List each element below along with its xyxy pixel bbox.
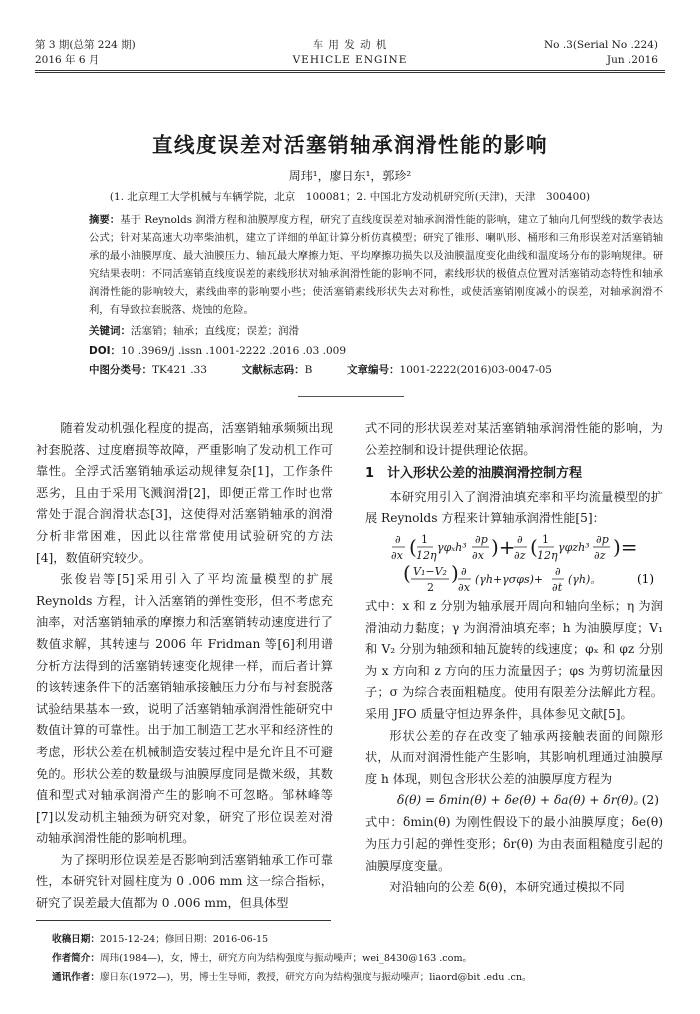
affiliations: (1. 北京理工大学机械与车辆学院，北京 100081；2. 中国北方发动机研究所(天津)，天津 300400) xyxy=(109,191,591,203)
doi xyxy=(89,343,346,358)
equation-2 xyxy=(365,790,663,812)
svg-text:∂: ∂ xyxy=(555,564,561,578)
abstract xyxy=(89,211,663,319)
svg-text:2: 2 xyxy=(427,580,434,594)
svg-text:∂x: ∂x xyxy=(391,548,403,562)
paper-title: 直线度误差对活塞销轴承润滑性能的影响 xyxy=(152,133,548,157)
footnote-author xyxy=(52,951,472,966)
svg-text:∂x: ∂x xyxy=(458,580,470,594)
svg-text:∂z: ∂z xyxy=(514,548,526,562)
footnote-received xyxy=(52,932,268,947)
author-bio-label: 作者简介： xyxy=(52,953,100,964)
thickness-terms-description: 式中：δmin(θ) 为刚性假设下的最小油膜厚度；δe(θ) 为压力引起的弹性变形；δr(θ) 为由表面粗糙度引起的油膜厚度变量。 xyxy=(365,815,663,873)
svg-text:∂z: ∂z xyxy=(594,548,606,562)
clc-value: TK421 .33 xyxy=(152,364,207,376)
equation-2-number: (2) xyxy=(641,793,659,808)
contact-info: 廖日东(1972—)，男，博士生导师，教授，研究方向为结构强度与振动噪声；liaord@bit .edu .cn。 xyxy=(99,972,532,983)
header-rule-double xyxy=(35,72,665,73)
header-rule xyxy=(35,70,665,71)
keywords-text: 活塞销；轴承；直线度；误差；润滑 xyxy=(131,325,299,337)
abstract-text: 基于 Reynolds 润滑方程和油膜厚度方程，研究了直线度误差对轴承润滑性能的影响，建立了轴向几何型线的数学表达公式；针对某高速大功率柴油机，建立了详细的单缸计算分析仿真模型；研究了锥形、喇叭形、桶形和三角形误差对活塞销轴承的最小油膜厚度、最大油膜压力、轴瓦最大摩擦力矩、平均摩擦功损失以及油膜温度变化曲线和温度场分布的影响规律。研究结果表明：不同活塞销直线度误差的素线形状对轴承润滑性能的影响不同，素线形状的极值点位置对活塞销动态特性和轴承润滑性能的影响较大，素线曲率的影响要小些；使活塞销素线形状失去对称性，或使活塞销刚度减小的误差，对轴承润滑不利，有导致拉套脱落、烧蚀的危险。 xyxy=(89,214,663,316)
keywords xyxy=(89,323,299,338)
keywords-label: 关键词： xyxy=(89,325,131,337)
section1-paragraph-3: 形状公差的存在改变了轴承两接触表面的间隙形状，从而对润滑性能产生影响，其影响机理通过油膜厚度 h 体现，则包含形状公差的油膜厚度方程为 xyxy=(365,728,663,786)
svg-text:∂: ∂ xyxy=(461,564,467,578)
svg-text:(: ( xyxy=(409,534,417,559)
svg-text:∂t: ∂t xyxy=(552,580,563,594)
equation-1-number: (1) xyxy=(637,571,654,586)
journal-serial-info xyxy=(544,38,658,68)
article-no-value: 1001-2222(2016)03-0047-05 xyxy=(399,364,552,376)
section-heading-1: 1 计入形状公差的油膜润滑控制方程 xyxy=(365,466,583,482)
author-bio: 周玮(1984—)，女，博士，研究方向为结构强度与振动噪声；wei_8430@163 .com。 xyxy=(99,953,473,964)
svg-text:1: 1 xyxy=(542,532,549,546)
contact-label: 通讯作者： xyxy=(52,972,100,983)
author-list: 周玮¹，廖日东¹，郭珍² xyxy=(288,169,412,183)
doi-label: DOI： xyxy=(89,345,122,357)
intro-continuation: 式不同的形状误差对某活塞销轴承润滑性能的影响，为公差控制和设计提供理论依据。 xyxy=(365,421,663,457)
divider xyxy=(298,396,404,397)
svg-text:12η: 12η xyxy=(537,548,558,562)
svg-text:γφₓh³: γφₓh³ xyxy=(437,540,467,554)
abstract-label: 摘要： xyxy=(89,214,121,226)
svg-text:∂p: ∂p xyxy=(596,532,609,546)
footnote-contact xyxy=(52,970,532,985)
doc-code-label: 文献标志码： xyxy=(241,364,305,376)
section1-paragraph-5: 对沿轴向的公差 δ̂(θ)，本研究通过模拟不同 xyxy=(389,880,625,895)
equation-1 xyxy=(365,530,663,596)
serial-number: No .3(Serial No .224) xyxy=(543,39,658,51)
footnote-rule xyxy=(36,920,331,921)
issue-number: 第 3 期(总第 224 期) xyxy=(35,39,136,51)
svg-text:(γh+γσφs)+: (γh+γσφs)+ xyxy=(475,572,544,586)
svg-text:)+: )+ xyxy=(491,534,516,559)
received-label: 收稿日期： xyxy=(52,934,100,945)
svg-text:γφzh³: γφzh³ xyxy=(558,540,590,554)
journal-name-cn: 车 用 发 动 机 xyxy=(312,39,388,51)
svg-text:): ) xyxy=(451,560,459,585)
doc-code-value: B xyxy=(304,364,313,376)
svg-text:)=: )= xyxy=(613,534,638,559)
reynolds-equation-graphic xyxy=(365,530,663,596)
doi-link[interactable]: 10 .3969/j .issn .1001-2222 .2016 .03 .009 xyxy=(121,345,347,357)
left-column xyxy=(36,418,333,915)
svg-text:1: 1 xyxy=(421,532,428,546)
equation-2-text: δ(θ) = δmin(θ) + δe(θ) + δa(θ) + δr(θ)。 xyxy=(397,793,646,808)
received-dates: 2015-12-24；修回日期：2016-06-15 xyxy=(99,934,269,945)
intro-paragraph-1: 随着发动机强化程度的提高，活塞销轴承频频出现衬套脱落、过度磨损等故障，严重影响了发动机工作可靠性。全浮式活塞销轴承运动规律复杂[1]，工作条件恶劣，且由于采用飞溅润滑[2]，即便正常工作时也常常处于混合润滑状态[3]，这使得对活塞销轴承的润滑分析非常困难，因此以往常常使用试验研究的方法[4]，数值研究较少。 xyxy=(36,421,333,565)
svg-text:(γh)。: (γh)。 xyxy=(568,572,602,586)
svg-text:12η: 12η xyxy=(416,548,437,562)
right-column xyxy=(365,418,663,899)
classification-line xyxy=(89,362,552,377)
serial-date: Jun .2016 xyxy=(606,54,658,66)
svg-text:(: ( xyxy=(530,534,538,559)
issue-date: 2016 年 6 月 xyxy=(35,54,100,66)
journal-name-en: VEHICLE ENGINE xyxy=(292,54,408,66)
svg-text:∂p: ∂p xyxy=(475,532,488,546)
section1-paragraph-1: 本研究用引入了润滑油填充率和平均流量模型的扩展 Reynolds 方程来计算轴承润滑性能[5]： xyxy=(365,489,663,526)
intro-paragraph-3: 为了探明形位误差是否影响到活塞销轴承工作可靠性，本研究针对圆柱度为 0 .006 mm 这一综合指标，研究了误差最大值都为 0 .006 mm，但具体型 xyxy=(36,852,333,911)
svg-text:(: ( xyxy=(403,560,411,585)
intro-paragraph-2: 张俊岩等[5]采用引入了平均流量模型的扩展 Reynolds 方程，计入活塞销的弹性变形，但不考虑充油率，对活塞销轴承的摩擦力和活塞销转动速度进行了数值求解，其转速与 2006 年 Fridman 等[6]利用谱分析方法得到的活塞销转速变化规律一样，而后者计算的该转速条件下的活塞销轴承接触压力分布与衬套脱落试验结果基本一致，说明了活塞销轴承润滑性能研究中数值计算的可靠性。出于加工制造工艺水平和经济性的考虑，形状公差在机械制造安装过程中是允许且不可避免的。形状公差的数量级与油膜厚度同是微米级，其数值和型式对轴承润滑产生的影响不可忽略。邹林峰等[7]以发动机主轴颈为研究对象，研究了形位误差对滑动轴承润滑性能的影响机理。 xyxy=(36,572,333,846)
article-no-label: 文章编号： xyxy=(347,364,400,376)
clc-label: 中图分类号： xyxy=(89,364,152,376)
svg-text:∂: ∂ xyxy=(395,532,401,546)
variables-description: 式中：x 和 z 分别为轴承展开周向和轴向坐标；η 为润滑油动力黏度；γ 为润滑油填充率；h 为油膜厚度；V₁ 和 V₂ 分别为轴颈和轴瓦旋转的线速度；φₓ 和 φz 分别为 x 方向和 z 方向的压力流量因子；φs 为剪切流量因子；σ 为综合表面粗糙度。使用有限差分法解此方程。采用 JFO 质量守恒边界条件，具体参见文献[5]。 xyxy=(365,598,663,721)
svg-text:V₁−V₂: V₁−V₂ xyxy=(413,564,447,578)
svg-text:∂: ∂ xyxy=(517,532,523,546)
svg-text:∂x: ∂x xyxy=(472,548,484,562)
